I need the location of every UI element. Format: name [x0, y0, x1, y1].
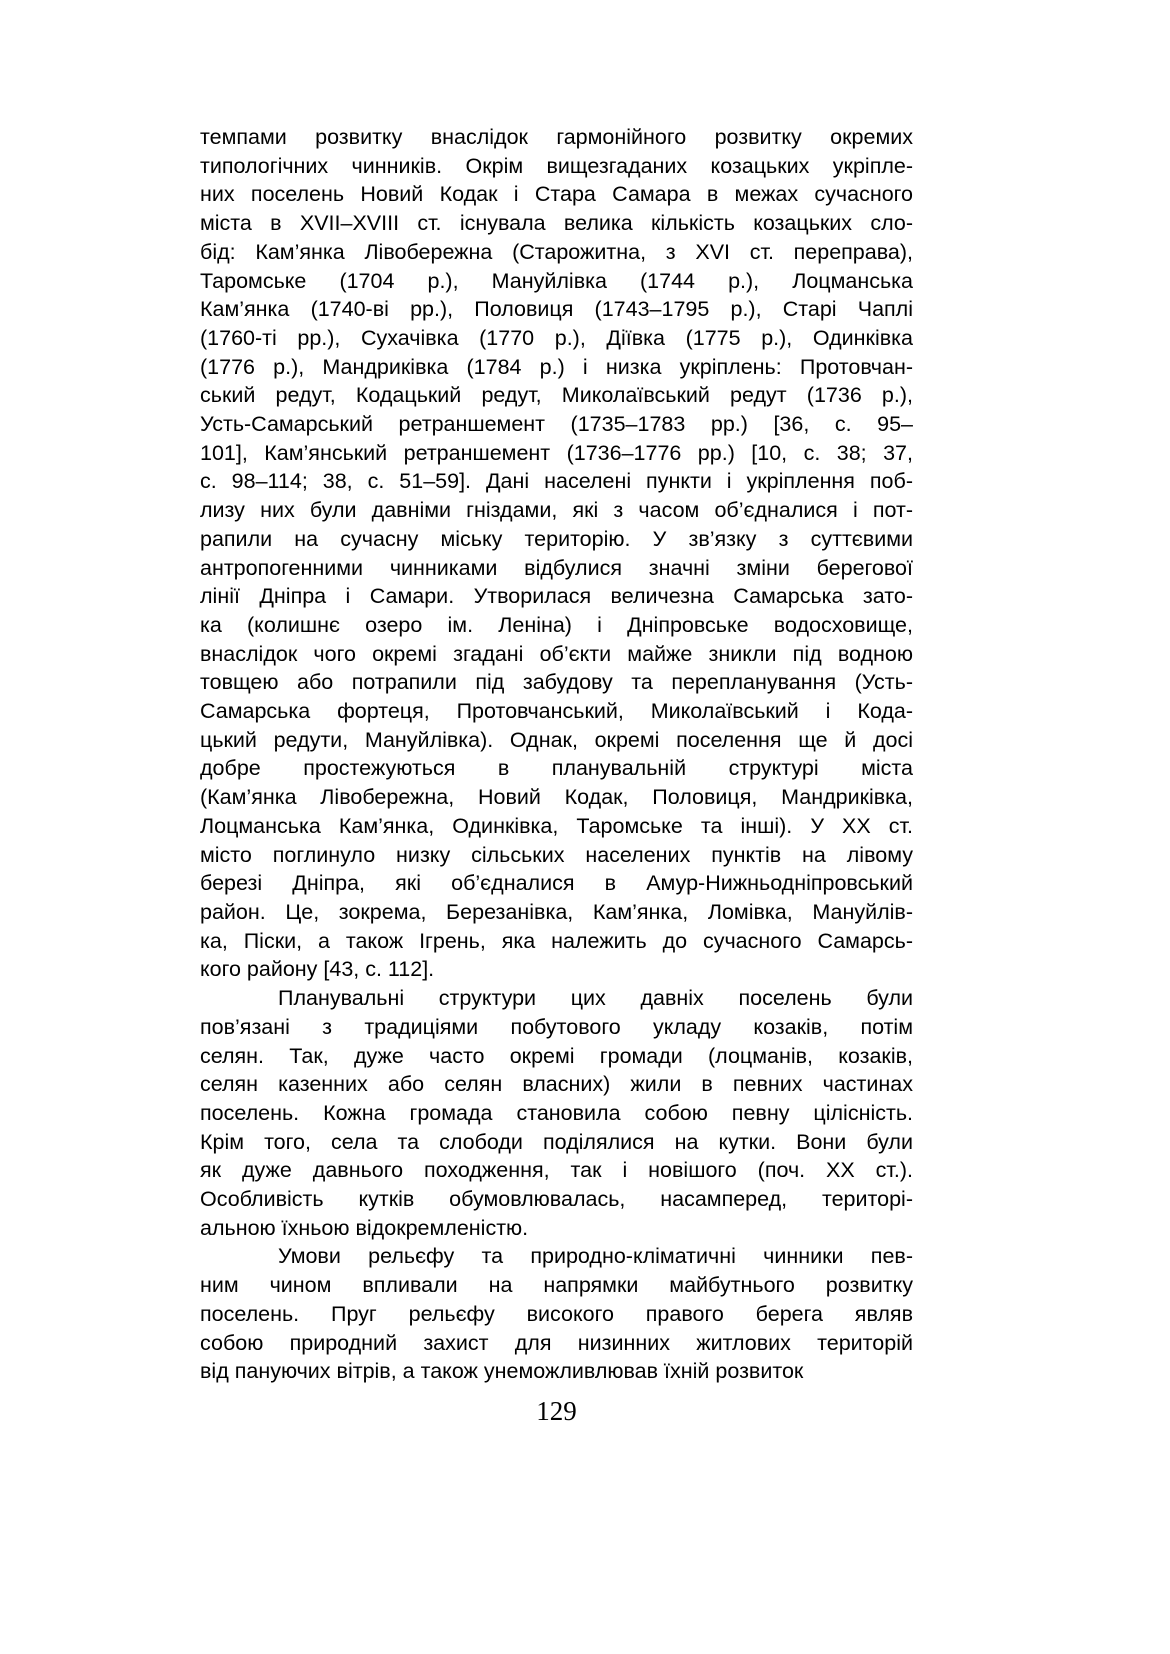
text-line: альною їхньою відокремленістю.	[200, 1215, 529, 1240]
text-line: Умови рельєфу та природно-кліматичні чинники пев-	[278, 1244, 913, 1269]
text-line: пов’язані з традиціями побутового укладу козаків, потім	[200, 1014, 913, 1039]
paragraph	[200, 1242, 913, 1386]
body-text	[200, 123, 913, 1386]
text-line: с. 98–114; 38, с. 51–59]. Дані населені пункти і укріплення поб-	[200, 469, 913, 494]
text-line: поселень. Пруг рельєфу високого правого берега являв	[200, 1301, 913, 1326]
text-line: Крім того, села та слободи поділялися на кутки. Вони були	[200, 1129, 913, 1154]
text-line: Кам’янка (1740-ві рр.), Половиця (1743–1795 р.), Старі Чаплі	[200, 297, 913, 322]
text-line: поселень. Кожна громада становила собою певну цілісність.	[200, 1100, 913, 1125]
text-line: добре простежуються в планувальній структурі міста	[200, 756, 913, 781]
text-line: ка (колишнє озеро ім. Леніна) і Дніпровське водосховище,	[200, 612, 913, 637]
text-line: Самарська фортеця, Протовчанський, Миколаївський і Кода-	[200, 699, 913, 724]
text-line: кого району [43, с. 112].	[200, 957, 435, 982]
text-line: типологічних чинників. Окрім вищезгаданих козацьких укріпле-	[200, 153, 913, 178]
text-line: Лоцманська Кам’янка, Одинківка, Таромське та інші). У XX ст.	[200, 813, 913, 838]
text-line: антропогенними чинниками відбулися значні зміни берегової	[200, 555, 913, 580]
text-line: березі Дніпра, які об’єдналися в Амур-Нижньодніпровський	[200, 871, 913, 896]
text-line: ним чином впливали на напрямки майбутнього розвитку	[200, 1273, 913, 1298]
text-line: від пануючих вітрів, а також унеможливлював їхній розвиток	[200, 1359, 804, 1384]
page-number: 129	[536, 1396, 577, 1426]
text-line: район. Це, зокрема, Березанівка, Кам’янка, Ломівка, Мануйлів-	[200, 899, 913, 924]
paragraph	[200, 123, 913, 984]
text-line: темпами розвитку внаслідок гармонійного розвитку окремих	[200, 125, 913, 149]
text-line: ка, Піски, а також Ігрень, яка належить до сучасного Самарсь-	[200, 928, 913, 953]
text-line: цький редути, Мануйлівка). Однак, окремі поселення ще й досі	[200, 727, 913, 752]
text-line: (Кам’янка Лівобережна, Новий Кодак, Половиця, Мандриківка,	[200, 785, 913, 810]
text-line: собою природний захист для низинних житлових територій	[200, 1330, 913, 1355]
text-line: Планувальні структури цих давніх поселень були	[278, 986, 913, 1011]
text-line: лінії Дніпра і Самари. Утворилася величезна Самарська зато-	[200, 584, 913, 609]
text-line: рапили на сучасну міську територію. У зв’язку з суттєвими	[200, 526, 913, 551]
text-line: бід: Кам’янка Лівобережна (Старожитна, з XVI ст. переправа),	[200, 239, 913, 264]
text-line: Особливість кутків обумовлювалась, насамперед, територі-	[200, 1187, 913, 1212]
text-line: (1776 р.), Мандриківка (1784 р.) і низка укріплень: Протовчан-	[200, 354, 913, 379]
text-line: селян. Так, дуже часто окремі громади (лоцманів, козаків,	[200, 1043, 913, 1068]
text-line: (1760-ті рр.), Сухачівка (1770 р.), Діївка (1775 р.), Одинківка	[200, 325, 913, 350]
text-line: 101], Кам’янський ретраншемент (1736–1776 рр.) [10, с. 38; 37,	[200, 440, 913, 465]
text-line: міста в XVII–XVIII ст. існувала велика кількість козацьких сло-	[200, 211, 913, 236]
text-line: селян казенних або селян власних) жили в певних частинах	[200, 1072, 913, 1097]
paragraph	[200, 984, 913, 1242]
text-line: Усть-Самарський ретраншемент (1735–1783 рр.) [36, с. 95–	[200, 412, 913, 437]
text-line: них поселень Новий Кодак і Стара Самара в межах сучасного	[200, 182, 913, 207]
text-line: як дуже давнього походження, так і новішого (поч. XX ст.).	[200, 1158, 913, 1183]
text-line: ський редут, Кодацький редут, Миколаївський редут (1736 р.),	[200, 383, 913, 408]
text-line: Таромське (1704 р.), Мануйлівка (1744 р.), Лоцманська	[200, 268, 913, 293]
text-line: місто поглинуло низку сільських населених пунктів на лівому	[200, 842, 913, 867]
text-line: лизу них були давніми гніздами, які з часом об’єдналися і пот-	[200, 498, 913, 523]
text-line: товщею або потрапили під забудову та перепланування (Усть-	[200, 670, 913, 695]
text-line: внаслідок чого окремі згадані об’єкти майже зникли під водною	[200, 641, 913, 666]
